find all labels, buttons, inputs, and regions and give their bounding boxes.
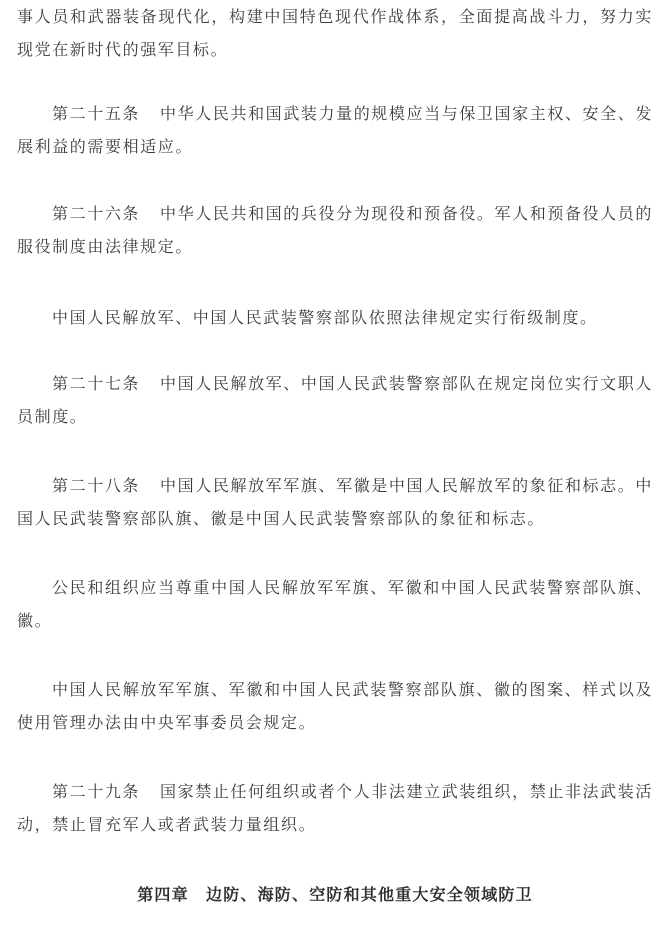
paragraph-article-25: [17, 97, 653, 163]
paragraph-text: 中国人民解放军军旗、军徽和中国人民武装警察部队旗、徽的图案、样式以及使用管理办法由中央军事委员会规定。: [17, 680, 653, 732]
article-number: 第二十五条: [52, 104, 141, 123]
paragraph-article-28: [17, 469, 653, 535]
paragraph-text: 中国人民解放军军旗、军徽是中国人民解放军的象征和标志。中国人民武装警察部队旗、徽是中国人民武装警察部队的象征和标志。: [17, 476, 653, 528]
paragraph-text: 事人员和武器装备现代化，构建中国特色现代作战体系，全面提高战斗力，努力实现党在新时代的强军目标。: [17, 7, 653, 59]
paragraph-text: 中华人民共和国的兵役分为现役和预备役。军人和预备役人员的服役制度由法律规定。: [17, 204, 653, 256]
paragraph-article-26: [17, 197, 653, 263]
paragraph-text: 中国人民解放军、中国人民武装警察部队在规定岗位实行文职人员制度。: [17, 374, 653, 426]
article-number: 第二十九条: [52, 782, 141, 801]
chapter-heading: 第四章 边防、海防、空防和其他重大安全领域防卫: [137, 885, 533, 904]
article-number: 第二十七条: [52, 374, 141, 393]
paragraph-rank-system: [17, 301, 653, 334]
paragraph-continuation: [17, 0, 653, 66]
paragraph-text: 中华人民共和国武装力量的规模应当与保卫国家主权、安全、发展利益的需要相适应。: [17, 104, 653, 156]
paragraph-flag-regulations: [17, 673, 653, 739]
article-number: 第二十八条: [52, 476, 141, 495]
article-number: 第二十六条: [52, 204, 141, 223]
paragraph-text: 中国人民解放军、中国人民武装警察部队依照法律规定实行衔级制度。: [52, 308, 598, 327]
paragraph-text: 国家禁止任何组织或者个人非法建立武装组织，禁止非法武装活动，禁止冒充军人或者武装力量组织。: [17, 782, 653, 834]
paragraph-article-29: [17, 775, 653, 841]
paragraph-article-27: [17, 367, 653, 433]
paragraph-text: 公民和组织应当尊重中国人民解放军军旗、军徽和中国人民武装警察部队旗、徽。: [17, 578, 653, 630]
paragraph-respect-flags: [17, 571, 653, 637]
